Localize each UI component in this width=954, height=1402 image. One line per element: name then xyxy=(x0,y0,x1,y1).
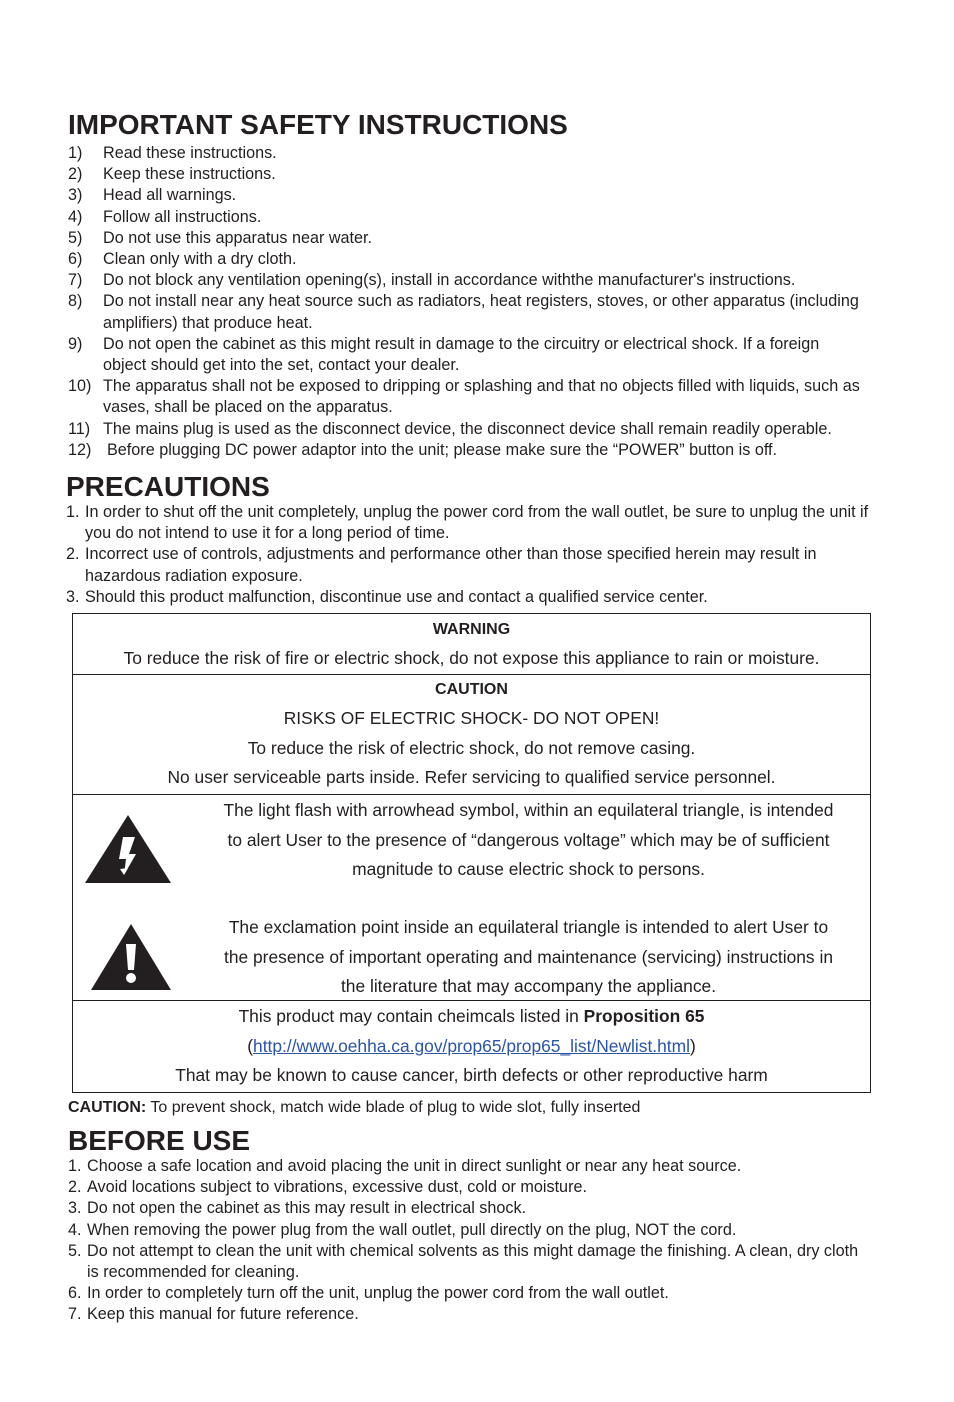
list-item xyxy=(66,544,872,586)
list-item xyxy=(68,1177,864,1198)
prop65-link[interactable]: http://www.oehha.ca.gov/prop65/prop65_list/Newlist.html xyxy=(253,1035,690,1056)
caution-line: To reduce the risk of electric shock, do not remove casing. xyxy=(247,737,696,758)
item-text: Follow all instructions. xyxy=(103,207,262,226)
prop65-link-line xyxy=(73,1032,870,1061)
item-number: 7) xyxy=(68,271,83,290)
list-item xyxy=(68,1283,864,1304)
before-use-list xyxy=(68,1156,864,1326)
list-item xyxy=(68,143,908,164)
item-number: 4. xyxy=(68,1220,82,1239)
item-number: 1. xyxy=(68,1157,82,1175)
list-item xyxy=(68,270,908,291)
list-item xyxy=(68,228,908,249)
symbols-cell xyxy=(73,795,871,1001)
prop65-line xyxy=(73,1002,870,1031)
item-number: 12) xyxy=(68,440,92,459)
safety-notice-box xyxy=(72,613,871,1093)
item-number: 10) xyxy=(68,377,92,396)
item-number: 8) xyxy=(68,292,83,311)
list-item xyxy=(68,164,908,185)
plug-caution-text: To prevent shock, match wide blade of plug to wide slot, fully inserted xyxy=(146,1099,641,1116)
item-text: Do not block any ventilation opening(s), install in accordance withthe manufacturer's instructions. xyxy=(103,271,796,290)
item-number: 2) xyxy=(68,165,83,184)
list-item xyxy=(68,291,885,333)
list-item xyxy=(66,502,872,544)
flash-line: The light flash with arrowhead symbol, within an equilateral triangle, is intended xyxy=(223,800,834,821)
item-text: Incorrect use of controls, adjustments and performance other than those specified herein may result in hazardous radiation exposure. xyxy=(85,545,817,585)
caution-line: RISKS OF ELECTRIC SHOCK- DO NOT OPEN! xyxy=(283,708,660,729)
important-safety-list xyxy=(68,143,908,461)
caution-line: No user serviceable parts inside. Refer servicing to qualified service personnel. xyxy=(167,766,776,787)
item-number: 3. xyxy=(68,1199,82,1218)
item-number: 3) xyxy=(68,186,83,205)
exclaim-line: the presence of important operating and maintenance (servicing) instructions in xyxy=(223,946,833,967)
list-item xyxy=(68,249,908,270)
item-text: The mains plug is used as the disconnect device, the disconnect device shall remain readily operable. xyxy=(103,419,832,438)
item-text: Clean only with a dry cloth. xyxy=(103,250,297,269)
item-text: Read these instructions. xyxy=(103,144,277,162)
item-text: Do not attempt to clean the unit with chemical solvents as this might damage the finishing. A clean, dry cloth is recommended for cleaning. xyxy=(87,1241,859,1282)
exclaim-line: the literature that may accompany the appliance. xyxy=(340,976,717,997)
flash-symbol-text xyxy=(195,796,862,884)
list-item xyxy=(68,1156,864,1177)
item-text: In order to shut off the unit completely, unplug the power cord from the wall outlet, be sure to unplug the unit if you do not intend to use it for a long period of time. xyxy=(85,503,869,543)
item-text: Before plugging DC power adaptor into the unit; please make sure the “POWER” button is off. xyxy=(107,440,778,459)
item-number: 1) xyxy=(68,144,83,162)
precautions-title: PRECAUTIONS xyxy=(66,471,270,502)
item-number: 2. xyxy=(66,545,80,564)
item-text: Do not use this apparatus near water. xyxy=(103,228,373,247)
important-safety-title: IMPORTANT SAFETY INSTRUCTIONS xyxy=(68,109,568,140)
item-text: Avoid locations subject to vibrations, excessive dust, cold or moisture. xyxy=(87,1178,587,1197)
lightning-triangle-icon xyxy=(83,813,173,885)
item-number: 5. xyxy=(68,1241,82,1260)
item-number: 4) xyxy=(68,207,83,226)
list-item xyxy=(66,587,872,608)
item-number: 7. xyxy=(68,1305,82,1324)
warning-text: To reduce the risk of fire or electric shock, do not expose this appliance to rain or moisture. xyxy=(123,648,820,669)
paren-close: ) xyxy=(689,1035,696,1056)
list-item xyxy=(68,376,903,418)
caution-heading: CAUTION xyxy=(435,680,508,698)
item-text: The apparatus shall not be exposed to dripping or splashing and that no objects filled with liquids, such as vases, shall be placed on the apparatus. xyxy=(103,377,860,417)
exclamation-symbol-text xyxy=(195,913,862,1001)
item-number: 5) xyxy=(68,228,83,247)
prop65-harm-text: That may be known to cause cancer, birth defects or other reproductive harm xyxy=(175,1065,768,1086)
list-item xyxy=(68,334,865,376)
list-item xyxy=(68,185,908,206)
symbols-explanation xyxy=(73,795,870,1000)
item-text: Should this product malfunction, discontinue use and contact a qualified service center. xyxy=(85,587,708,606)
plug-caution xyxy=(68,1098,640,1118)
prop65-name: Proposition 65 xyxy=(583,1006,705,1027)
exclamation-triangle-icon xyxy=(89,922,173,992)
before-use-title: BEFORE USE xyxy=(68,1125,251,1156)
list-item xyxy=(68,1304,864,1325)
item-number: 11) xyxy=(68,419,91,438)
item-text: In order to completely turn off the unit, unplug the power cord from the wall outlet. xyxy=(87,1284,669,1303)
item-text: Do not open the cabinet as this may result in electrical shock. xyxy=(87,1199,527,1218)
prop65-prefix: This product may contain cheimcals listed in xyxy=(238,1006,584,1027)
item-number: 1. xyxy=(66,503,80,521)
item-number: 6) xyxy=(68,250,83,269)
list-item xyxy=(68,207,908,228)
item-text: Keep these instructions. xyxy=(103,165,276,184)
item-number: 6. xyxy=(68,1284,82,1303)
list-item xyxy=(68,1220,864,1241)
item-number: 2. xyxy=(68,1178,82,1197)
prop65-cell xyxy=(73,1001,871,1092)
list-item xyxy=(68,440,908,461)
paren-open: ( xyxy=(247,1035,254,1056)
item-text: Do not install near any heat source such as radiators, heat registers, stoves, or other apparatus (including amplifiers) that produce heat. xyxy=(103,292,859,332)
item-number: 3. xyxy=(66,587,80,606)
item-text: Choose a safe location and avoid placing the unit in direct sunlight or near any heat source. xyxy=(87,1157,742,1175)
caution-cell xyxy=(73,674,871,795)
flash-line: magnitude to cause electric shock to persons. xyxy=(352,859,705,880)
flash-line: to alert User to the presence of “dangerous voltage” which may be of sufficient xyxy=(227,829,830,850)
item-text: When removing the power plug from the wall outlet, pull directly on the plug, NOT the cord. xyxy=(87,1220,737,1239)
item-text: Keep this manual for future reference. xyxy=(87,1305,359,1324)
warning-cell xyxy=(73,614,871,675)
precautions-list xyxy=(66,502,872,608)
item-number: 9) xyxy=(68,334,83,353)
exclaim-line: The exclamation point inside an equilateral triangle is intended to alert User to xyxy=(228,917,829,938)
warning-heading: WARNING xyxy=(432,621,511,638)
list-item xyxy=(68,419,908,440)
plug-caution-label: CAUTION: xyxy=(68,1099,147,1116)
item-text: Head all warnings. xyxy=(103,186,237,205)
list-item xyxy=(68,1198,864,1219)
list-item xyxy=(68,1241,864,1283)
item-text: Do not open the cabinet as this might result in damage to the circuitry or electrical shock. If a foreign object should get into the set, contact your dealer. xyxy=(103,334,820,375)
